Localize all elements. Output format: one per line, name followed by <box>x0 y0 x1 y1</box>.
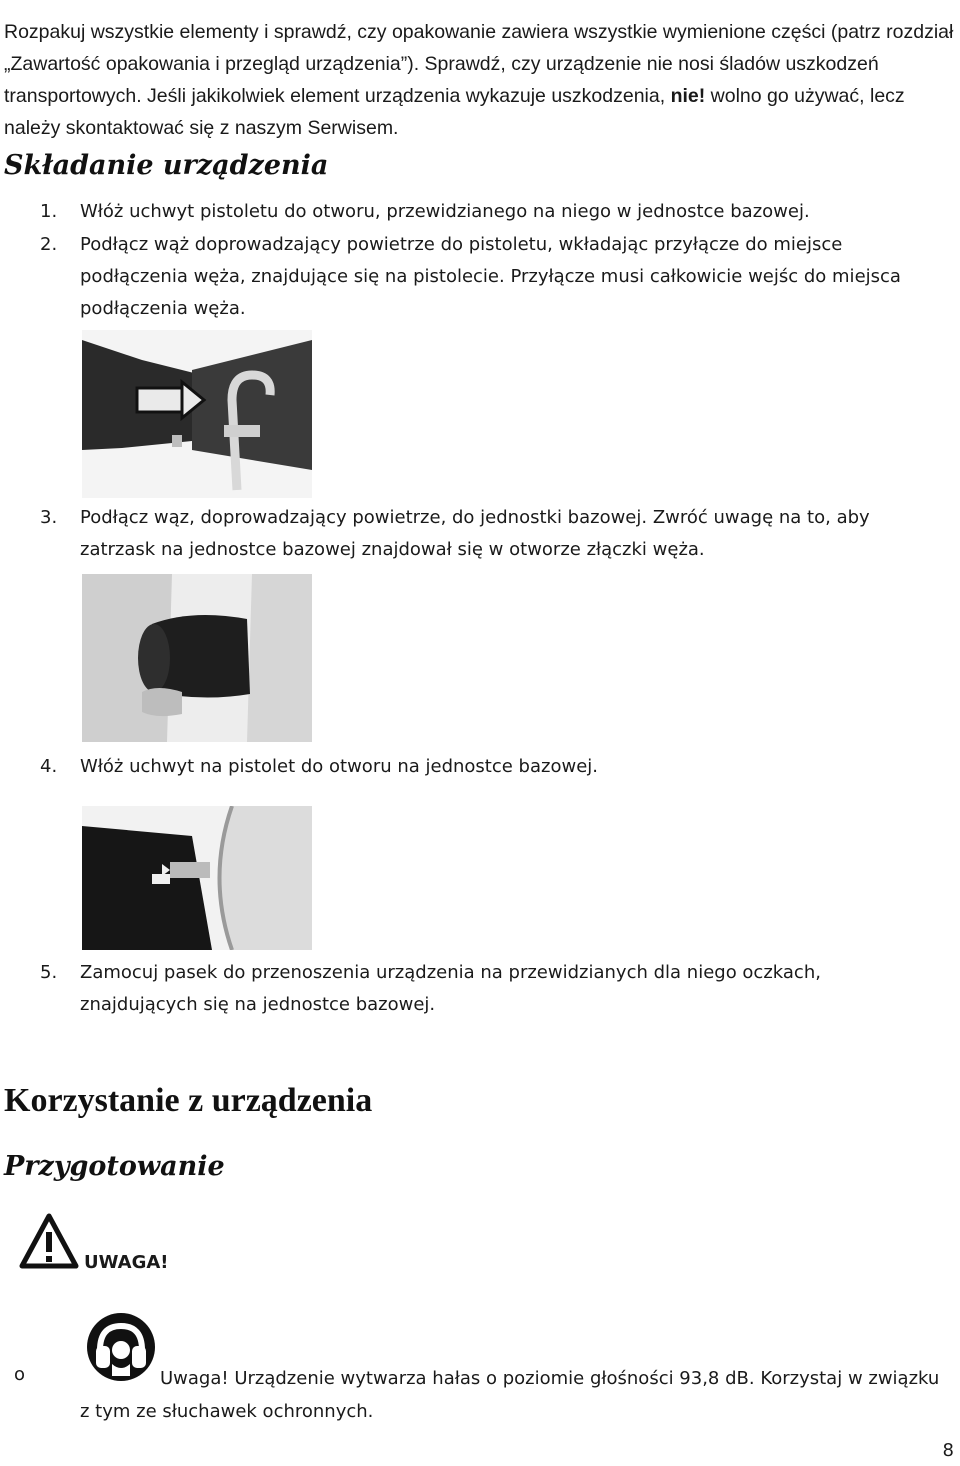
preparation-heading: Przygotowanie <box>4 1151 225 1182</box>
photo-gun-holder <box>82 806 312 950</box>
page-number: 8 <box>942 1440 954 1461</box>
step-text: Podłącz wąż doprowadzający powietrze do pistoletu, wkładając przyłącze do miejsce podłączenia węża, znajdujące się na pistolecie. Przyłącze musi całkowicie wejśc do miejsca podłączenia węża. <box>80 234 901 319</box>
intro-paragraph <box>4 16 954 144</box>
step-number: 5. <box>40 962 58 983</box>
assembly-step-1 <box>40 196 940 228</box>
assembly-step-3 <box>40 502 940 566</box>
step-text: Włóż uchwyt pistoletu do otworu, przewidzianego na niego w jednostce bazowej. <box>80 201 810 222</box>
intro-text-1: Rozpakuj wszystkie elementy i sprawdź, czy opakowanie zawiera wszystkie wymienione części (patrz rozdział „Zawartość opakowania i przegląd urządzenia”). Sprawdź, czy urządzenie nie nosi śladów uszkodzeń transportowych. Jeśli jakikolwiek element urządzenia wykazuje uszkodzenia, <box>4 20 954 107</box>
step-text: Zamocuj pasek do przenoszenia urządzenia na przewidzianych dla niego oczkach, znajdujących się na jednostce bazowej. <box>80 962 821 1015</box>
bullet-marker: o <box>14 1364 26 1385</box>
assembly-heading: Składanie urządzenia <box>4 150 329 181</box>
intro-text-2: wolno go używać, lecz należy skontaktować się z naszym Serwisem. <box>4 84 905 139</box>
photo-gun-hose-connection <box>82 330 312 498</box>
step-text: Podłącz wąz, doprowadzający powietrze, do jednostki bazowej. Zwróć uwagę na to, aby zatrzask na jednostce bazowej znajdował się w otworze złączki węża. <box>80 507 870 560</box>
warning-triangle-icon <box>18 1212 80 1270</box>
assembly-step-5 <box>40 957 940 1021</box>
step-number: 2. <box>40 234 58 255</box>
step-number: 4. <box>40 756 58 777</box>
intro-emphasis: nie! <box>670 84 706 107</box>
warning-label: UWAGA! <box>84 1252 169 1273</box>
step-text: Włóż uchwyt na pistolet do otworu na jednostce bazowej. <box>80 756 598 777</box>
usage-heading: Korzystanie z urządzenia <box>4 1082 373 1119</box>
step-number: 1. <box>40 201 58 222</box>
assembly-step-2 <box>40 229 940 325</box>
assembly-step-4 <box>40 751 940 783</box>
photo-hose-base-connection <box>82 574 312 742</box>
step-number: 3. <box>40 507 58 528</box>
noise-warning-note: Uwaga! Urządzenie wytwarza hałas o poziomie głośności 93,8 dB. Korzystaj w związku z tym ze słuchawek ochronnych. <box>80 1368 940 1422</box>
